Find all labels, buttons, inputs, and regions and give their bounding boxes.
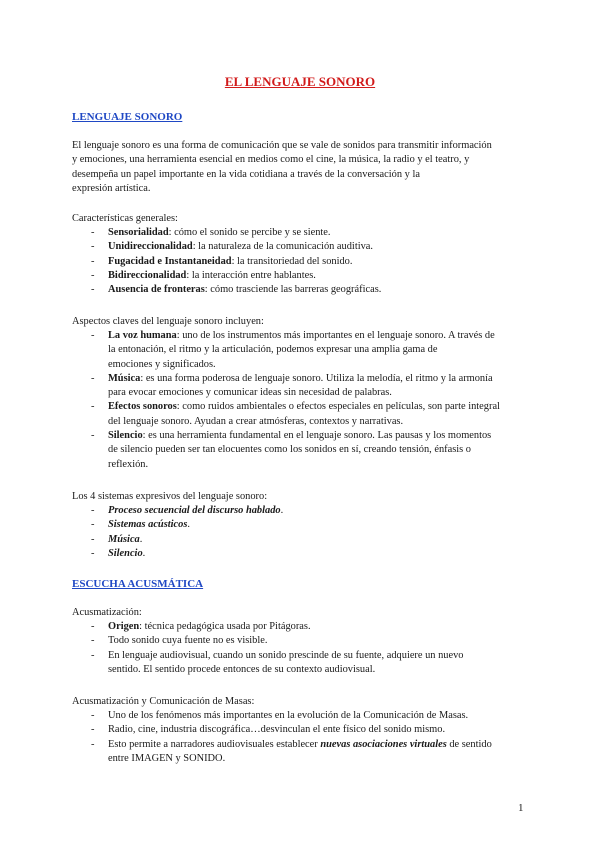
item-term: Sistemas acústicos	[108, 519, 188, 531]
aspects-list	[0, 329, 500, 472]
item-text: Todo sonido cuya fuente no es visible.	[108, 635, 268, 647]
item-term: Música	[108, 372, 141, 384]
list-item: - Silencio.	[91, 547, 146, 559]
list-item: - Unidireccionalidad: la naturaleza de la comunicación auditiva.	[91, 241, 373, 253]
item-text: Uno de los fenómenos más importantes en la evolución de la Comunicación de Masas.	[108, 710, 469, 721]
item-text: .	[139, 533, 143, 545]
item-text: : es una herramienta fundamental en el lenguaje sonoro. Las pausas y los momentos	[142, 430, 492, 442]
item-text: : como ruidos ambientales o efectos especiales en películas, son parte integral	[176, 401, 500, 413]
item-text: sentido. El sentido procede entonces de su contexto audiovisual.	[108, 663, 376, 675]
intro-line: El lenguaje sonoro es una forma de comunicación que se vale de sonidos para transmitir información	[72, 140, 492, 151]
intro-line: y emociones, una herramienta esencial en medios como el cine, la música, la radio y el teatro, y	[72, 154, 470, 166]
intro-line: desempeña un papel importante en la vida cotidiana a través de la conversación y la	[72, 168, 420, 180]
item-text: para evocar emociones y comunicar ideas sin necesidad de palabras.	[108, 387, 392, 399]
item-term: Fugacidad e Instantaneidad	[108, 255, 232, 267]
aspects-lead: Aspectos claves del lenguaje sonoro incluyen:	[72, 316, 264, 327]
item-term: nuevas asociaciones virtuales	[320, 738, 447, 750]
item-term: Silencio	[108, 430, 143, 442]
item-text: Esto permite a narradores audiovisuales establecer	[108, 738, 321, 750]
item-text: de silencio pueden ser tan elocuentes como los sonidos en sí, creando tensión, énfasis o	[108, 444, 472, 456]
acusmatizacion-list	[0, 620, 464, 677]
masas-lead: Acusmatización y Comunicación de Masas:	[72, 696, 255, 707]
item-text: entre IMAGEN y SONIDO.	[108, 752, 226, 764]
list-item: - Radio, cine, industria discográfica…desvinculan el ente físico del sonido mismo.	[0, 723, 492, 737]
list-item: - Ausencia de fronteras: cómo trasciende las barreras geográficas.	[91, 284, 382, 296]
list-item: - Efectos sonoros: como ruidos ambientales o efectos especiales en películas, son parte integral del lenguaje sonoro. Ayudan a crear atmósferas, contextos y narrativas.	[0, 400, 500, 429]
item-term: Música	[108, 533, 140, 545]
item-text: : cómo el sonido se percibe y se siente.	[168, 227, 331, 238]
characteristics-list	[0, 226, 381, 297]
item-text: En lenguaje audiovisual, cuando un sonido prescinde de su fuente, adquiere un nuevo	[108, 649, 464, 661]
item-text: Radio, cine, industria discográfica…desvinculan el ente físico del sonido mismo.	[108, 724, 446, 736]
item-text: la entonación, el ritmo y la articulación, podemos expresar una amplia gama de	[108, 344, 438, 356]
item-text: : es una forma poderosa de lenguaje sonoro. Utiliza la melodía, el ritmo y la armonía	[140, 372, 493, 384]
item-text: de sentido	[446, 738, 492, 750]
item-text: : la interacción entre hablantes.	[186, 269, 316, 281]
item-text: del lenguaje sonoro. Ayudan a crear atmósferas, contextos y narrativas.	[108, 415, 404, 427]
item-term: Unidireccionalidad	[108, 241, 193, 253]
list-item: - Música.	[91, 533, 143, 545]
list-item: - Esto permite a narradores audiovisuales establecer nuevas asociaciones virtuales de sentido entre IMAGEN y SONIDO.	[0, 738, 492, 767]
item-text: : la transitoriedad del sonido.	[231, 255, 353, 267]
list-item: - Uno de los fenómenos más importantes en la evolución de la Comunicación de Masas.	[0, 709, 492, 723]
item-term: Sensorialidad	[108, 227, 169, 238]
list-item: - Silencio: es una herramienta fundamental en el lenguaje sonoro. Las pausas y los momentos de silencio pueden ser tan elocuentes como los sonidos en sí, creando tensión, énfasis o reflexión.	[0, 429, 500, 472]
list-item: - Fugacidad e Instantaneidad: la transitoriedad del sonido.	[91, 255, 353, 267]
list-item: - Sistemas acústicos.	[91, 519, 190, 531]
item-term: Proceso secuencial del discurso hablado	[108, 505, 281, 516]
item-term: Efectos sonoros	[108, 401, 177, 413]
item-text: .	[142, 547, 146, 559]
list-item: - La voz humana: uno de los instrumentos más importantes en el lenguaje sonoro. A través de la entonación, el ritmo y la articulación, podemos expresar una amplia gama de emociones y significados.	[0, 329, 500, 372]
list-item: - Bidireccionalidad: la interacción entre hablantes.	[91, 269, 316, 281]
item-text: .	[187, 519, 190, 531]
intro-line: expresión artística.	[72, 182, 151, 194]
item-text: : uno de los instrumentos más importantes en el lenguaje sonoro. A través de	[176, 330, 495, 341]
characteristics-lead: Características generales:	[72, 213, 178, 224]
acusmatizacion-lead: Acusmatización:	[72, 607, 142, 618]
list-item: - Sensorialidad: cómo el sonido se percibe y se siente.	[91, 227, 331, 238]
list-item: - Todo sonido cuya fuente no es visible.	[0, 634, 464, 648]
systems-list	[0, 504, 283, 561]
item-text: .	[280, 505, 284, 516]
page-number: 1	[518, 802, 524, 814]
systems-lead: Los 4 sistemas expresivos del lenguaje sonoro:	[72, 491, 268, 502]
item-term: Silencio	[108, 547, 143, 559]
list-item: - Música: es una forma poderosa de lenguaje sonoro. Utiliza la melodía, el ritmo y la armonía para evocar emociones y comunicar ideas sin necesidad de palabras.	[0, 372, 500, 401]
item-text: : cómo trasciende las barreras geográficas.	[204, 284, 382, 296]
section-heading-escucha-acusmatica: ESCUCHA ACUSMÁTICA	[72, 578, 204, 590]
list-item: - En lenguaje audiovisual, cuando un sonido prescinde de su fuente, adquiere un nuevo sentido. El sentido procede entonces de su contexto audiovisual.	[0, 649, 464, 678]
section-heading-lenguaje-sonoro: LENGUAJE SONORO	[72, 111, 183, 123]
item-text: reflexión.	[108, 458, 149, 470]
list-item: - Proceso secuencial del discurso hablado.	[91, 505, 284, 516]
intro-paragraph	[72, 139, 532, 196]
item-text: : la naturaleza de la comunicación auditiva.	[192, 241, 373, 253]
item-term: Origen	[108, 621, 140, 632]
item-text: : técnica pedagógica usada por Pitágoras.	[139, 621, 311, 632]
item-text: emociones y significados.	[108, 358, 216, 370]
masas-list	[0, 709, 492, 766]
item-term: Bidireccionalidad	[108, 269, 187, 281]
document-title: EL LENGUAJE SONORO	[224, 74, 376, 89]
item-term: Ausencia de fronteras	[108, 284, 205, 296]
list-item: - Origen: técnica pedagógica usada por Pitágoras.	[91, 621, 311, 632]
item-term: La voz humana	[108, 330, 177, 341]
